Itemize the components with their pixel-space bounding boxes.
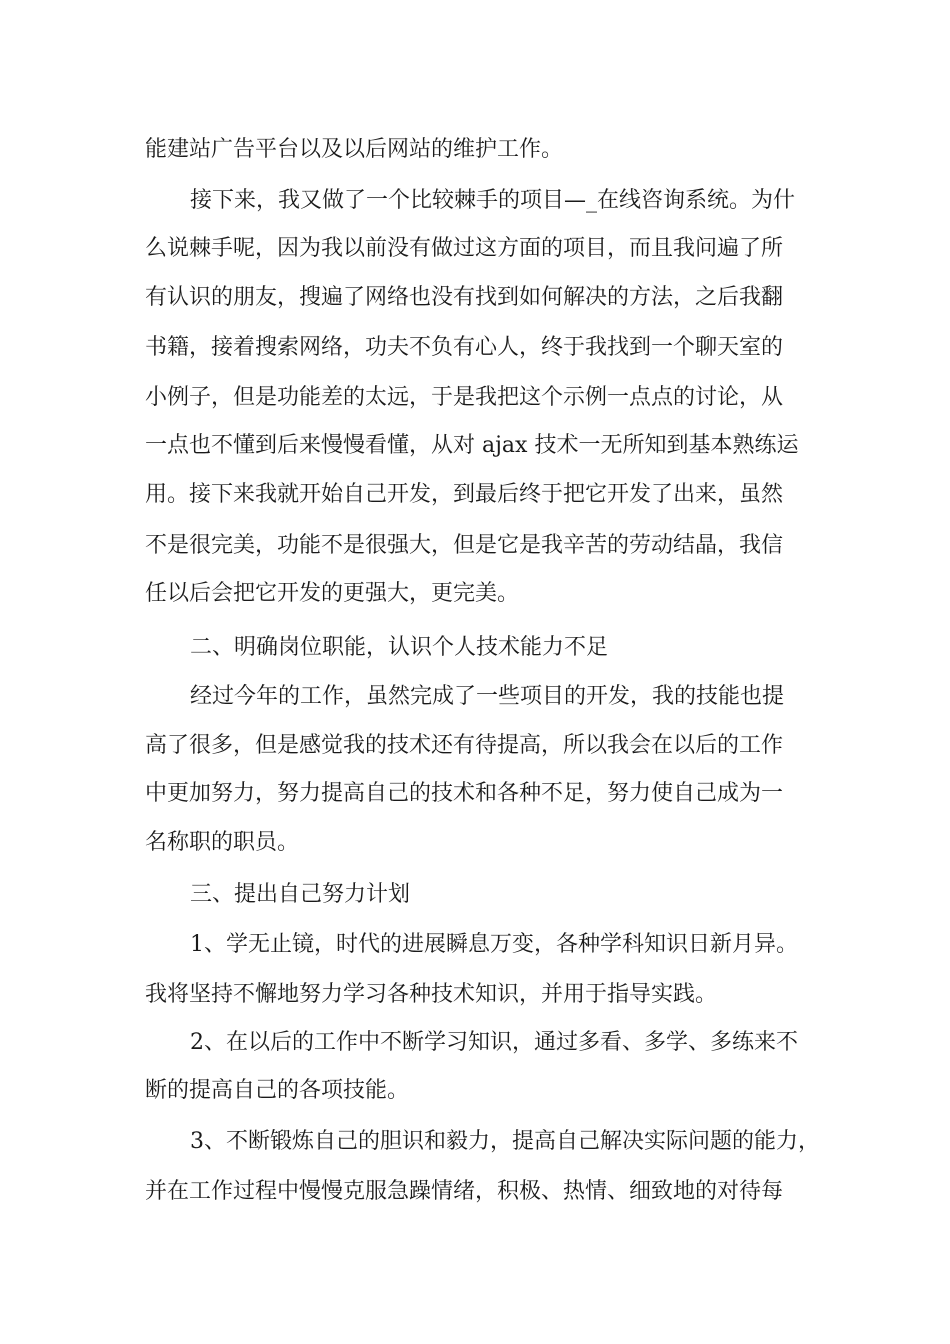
text-line-22: 并在工作过程中慢慢克服急躁情绪，积极、热情、细致地的对待每 — [145, 1179, 784, 1204]
text-line-2: 接下来，我又做了一个比较棘手的项目—_在线咨询系统。为什 — [190, 188, 796, 213]
text-line-3: 么说棘手呢，因为我以前没有做过这方面的项目，而且我问遍了所 — [145, 236, 784, 261]
text-line-6: 小例子，但是功能差的太远，于是我把这个示例一点点的讨论，从 — [145, 385, 784, 410]
text-line-4: 有认识的朋友，搜遍了网络也没有找到如何解决的方法，之后我翻 — [145, 285, 784, 310]
text-line-7: 一点也不懂到后来慢慢看懂，从对 ajax 技术一无所知到基本熟练运 — [145, 433, 799, 458]
text-line-1: 能建站广告平台以及以后网站的维护工作。 — [145, 137, 564, 162]
section-heading-3: 三、提出自己努力计划 — [190, 882, 411, 907]
text-line-9: 不是很完美，功能不是很强大，但是它是我辛苦的劳动结晶，我信 — [145, 533, 784, 558]
text-line-14: 中更加努力，努力提高自己的技术和各种不足，努力使自己成为一 — [145, 781, 784, 806]
text-line-5: 书籍，接着搜索网络，功夫不负有心人，终于我找到一个聊天室的 — [145, 335, 784, 360]
text-line-12: 经过今年的工作，虽然完成了一些项目的开发，我的技能也提 — [190, 684, 785, 709]
text-line-18: 我将坚持不懈地努力学习各种技术知识，并用于指导实践。 — [145, 982, 718, 1007]
section-heading-2: 二、明确岗位职能，认识个人技术能力不足 — [190, 635, 609, 660]
text-line-17: 1、学无止镜，时代的进展瞬息万变，各种学科知识日新月异。 — [190, 932, 798, 957]
text-line-21: 3、不断锻炼自己的胆识和毅力，提高自己解决实际问题的能力， — [190, 1129, 820, 1154]
text-line-8: 用。接下来我就开始自己开发，到最后终于把它开发了出来，虽然 — [145, 482, 784, 507]
text-line-13: 高了很多，但是感觉我的技术还有待提高，所以我会在以后的工作 — [145, 733, 784, 758]
text-line-10: 任以后会把它开发的更强大，更完美。 — [145, 581, 520, 606]
text-line-19: 2、在以后的工作中不断学习知识，通过多看、多学、多练来不 — [190, 1030, 798, 1055]
text-line-15: 名称职的职员。 — [145, 830, 300, 855]
text-line-20: 断的提高自己的各项技能。 — [145, 1078, 410, 1103]
